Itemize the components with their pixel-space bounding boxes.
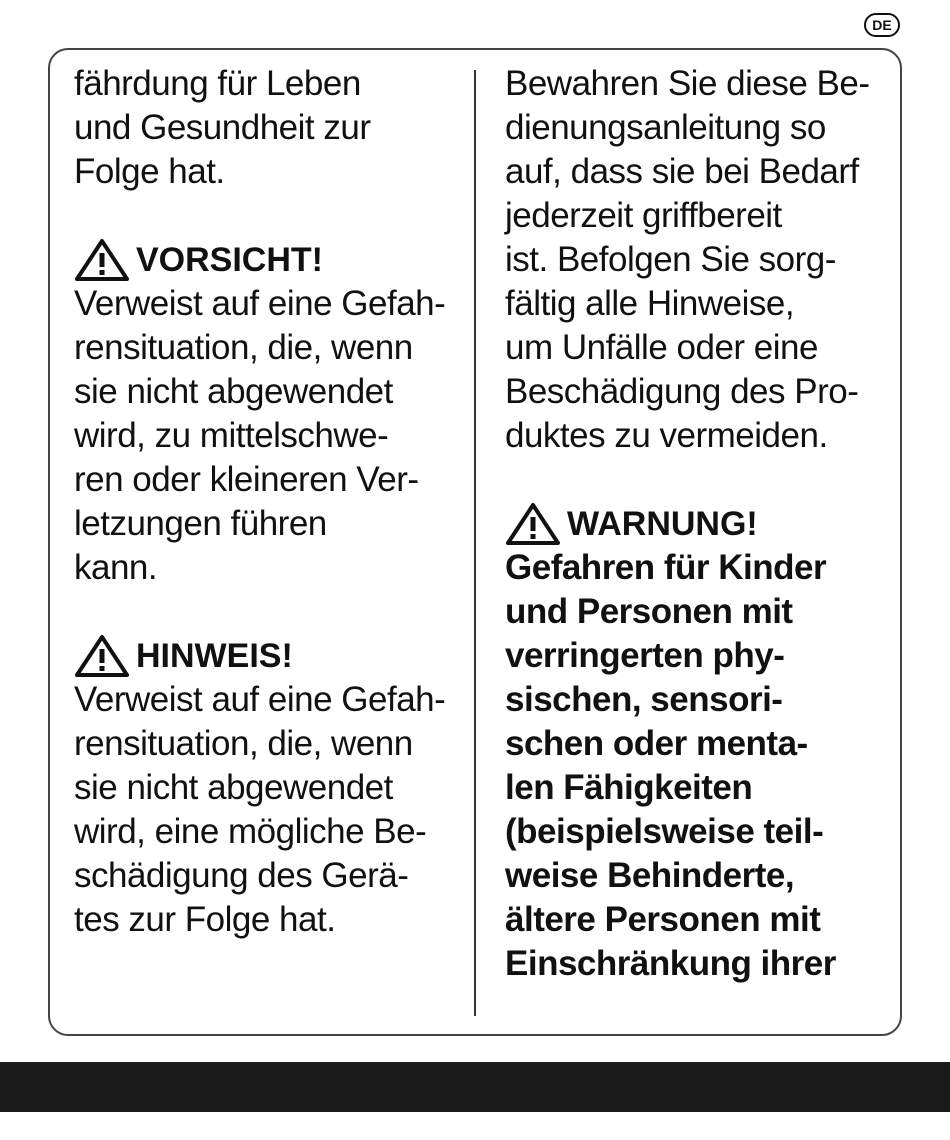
text-line: sie nicht abgewendet <box>74 768 393 807</box>
warning-heading-label: WARNUNG! <box>567 505 758 543</box>
notice-heading <box>74 634 464 678</box>
text-line: und Gesundheit zur <box>74 108 371 147</box>
right-column <box>505 62 885 986</box>
text-line: fältig alle Hinweise, <box>505 284 795 323</box>
text-line: fährdung für Leben <box>74 64 361 103</box>
text-line: wird, zu mittelschwe- <box>74 416 389 455</box>
text-line: tes zur Folge hat. <box>74 900 336 939</box>
caution-heading <box>74 238 464 282</box>
footer-bar <box>0 1062 950 1112</box>
text-line: sie nicht abgewendet <box>74 372 393 411</box>
left-column <box>74 62 464 942</box>
text-line: Gefahren für Kinder <box>505 548 827 587</box>
text-line: ren oder kleineren Ver- <box>74 460 419 499</box>
text-line: rensituation, die, wenn <box>74 724 413 763</box>
text-line: ältere Personen mit <box>505 900 821 939</box>
text-line: Einschränkung ihrer <box>505 944 836 983</box>
language-badge: DE <box>864 13 900 37</box>
text-line: ist. Befolgen Sie sorg- <box>505 240 836 279</box>
text-line: sischen, sensori- <box>505 680 783 719</box>
warning-triangle-icon <box>74 634 130 678</box>
text-line: kann. <box>74 548 158 587</box>
notice-heading-label: HINWEIS! <box>136 637 293 675</box>
intro-text <box>505 62 885 458</box>
text-line: Beschädigung des Pro- <box>505 372 859 411</box>
warning-triangle-icon <box>505 502 561 546</box>
text-line: Bewahren Sie diese Be- <box>505 64 870 103</box>
warning-heading <box>505 502 885 546</box>
warning-triangle-icon <box>74 238 130 282</box>
caution-text <box>74 282 464 590</box>
text-line: wird, eine mögliche Be- <box>74 812 427 851</box>
text-line: dienungsanleitung so <box>505 108 826 147</box>
text-line: schädigung des Gerä- <box>74 856 409 895</box>
text-line: (beispielsweise teil- <box>505 812 824 851</box>
text-line: len Fähigkeiten <box>505 768 753 807</box>
text-line: Folge hat. <box>74 152 225 191</box>
column-divider <box>474 70 476 1016</box>
text-line: auf, dass sie bei Bedarf <box>505 152 859 191</box>
text-line: Verweist auf eine Gefah- <box>74 284 446 323</box>
text-line: rensituation, die, wenn <box>74 328 413 367</box>
text-line: schen oder menta- <box>505 724 808 763</box>
text-line: weise Behinderte, <box>505 856 795 895</box>
text-line: duktes zu vermeiden. <box>505 416 828 455</box>
text-line: um Unfälle oder eine <box>505 328 818 367</box>
notice-text <box>74 678 464 942</box>
text-line: letzungen führen <box>74 504 327 543</box>
intro-text <box>74 62 464 194</box>
text-line: und Personen mit <box>505 592 793 631</box>
warning-text <box>505 546 885 986</box>
text-line: jederzeit griffbereit <box>505 196 782 235</box>
text-line: Verweist auf eine Gefah- <box>74 680 446 719</box>
text-line: verringerten phy- <box>505 636 785 675</box>
caution-heading-label: VORSICHT! <box>136 241 323 279</box>
